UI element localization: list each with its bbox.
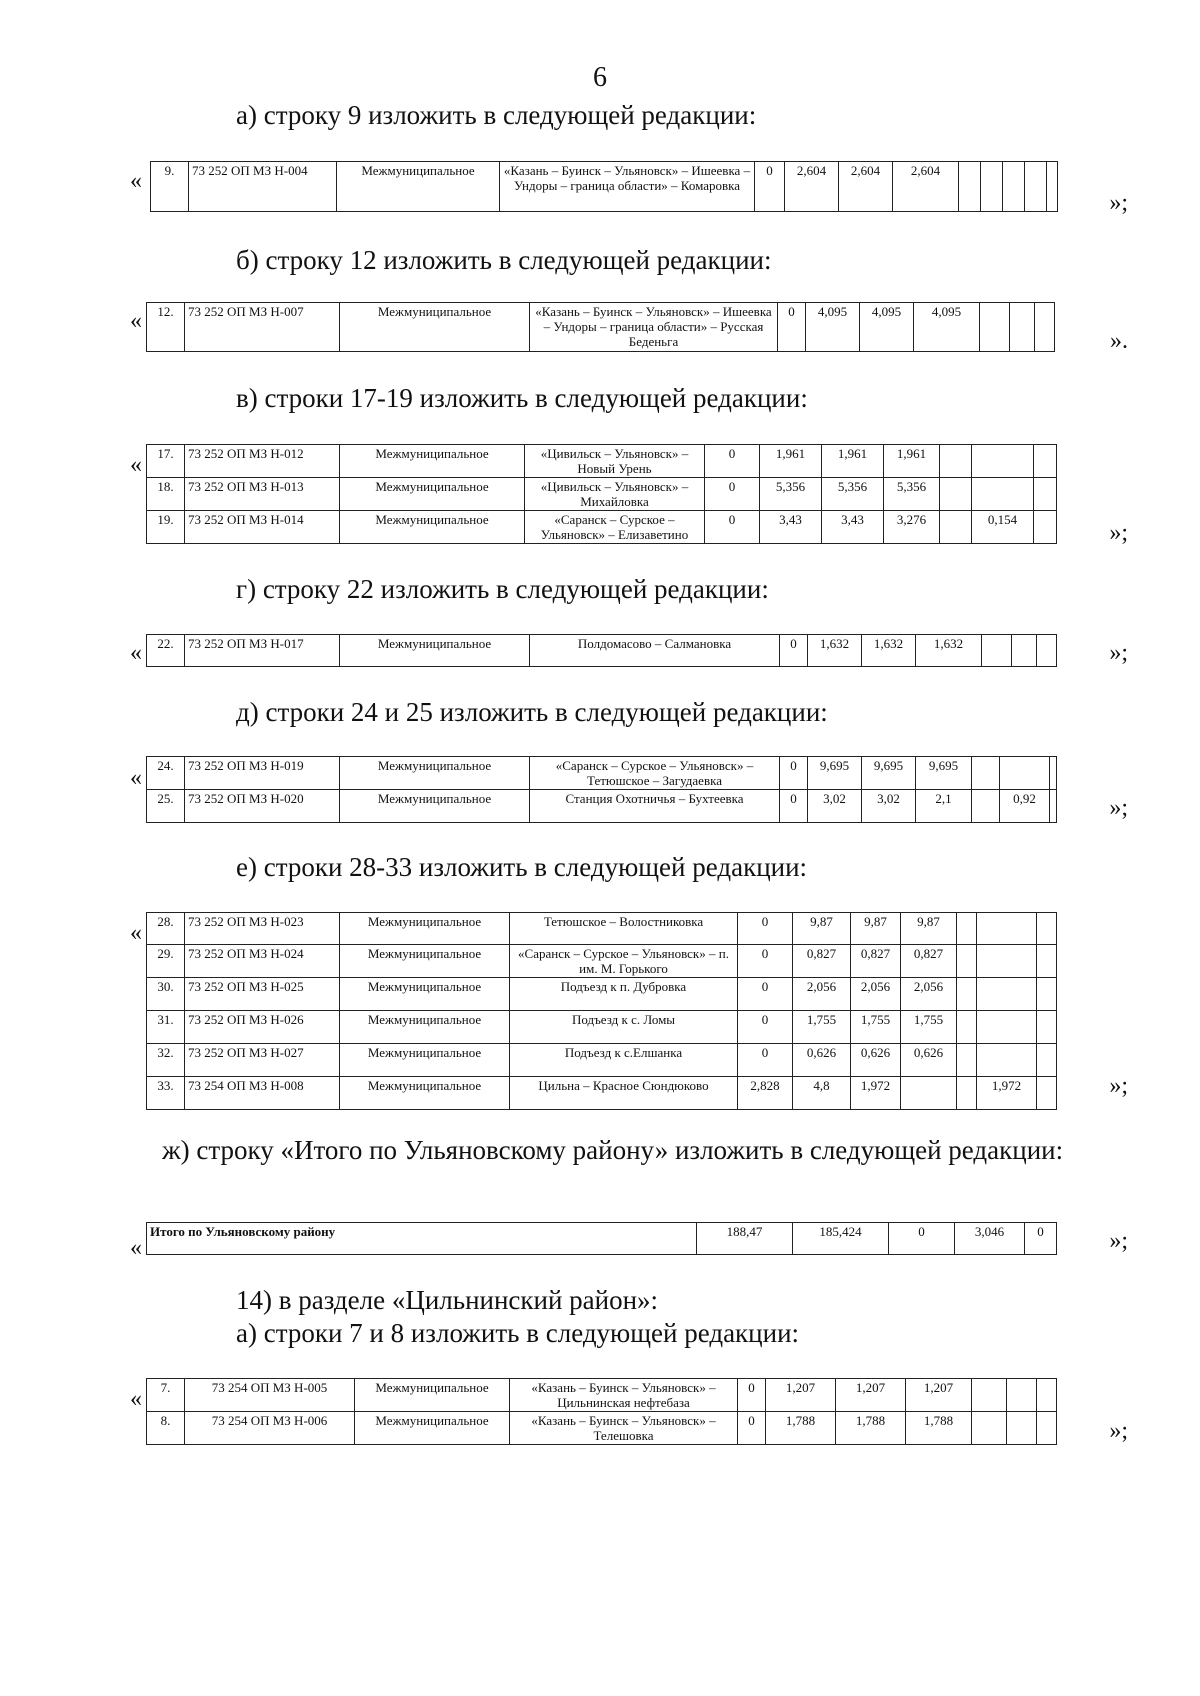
value-cell: 0: [738, 978, 793, 1011]
value-cell: 2,056: [851, 978, 901, 1011]
table-row: [147, 945, 1057, 978]
close-quote: »;: [1109, 1228, 1128, 1254]
table-d: [146, 756, 1057, 823]
value-cell: 3,276: [884, 511, 940, 544]
table-b: [146, 302, 1055, 352]
table-row: [147, 1379, 1057, 1412]
value-cell: 0,92: [1000, 790, 1050, 823]
open-quote: «: [130, 452, 142, 478]
value-cell: 0: [889, 1223, 955, 1255]
value-cell: [1037, 1044, 1057, 1077]
value-cell: [982, 635, 1012, 667]
road-code: 73 252 ОП МЗ Н-024: [185, 945, 340, 978]
heading-14: 14) в разделе «Цильнинский район»:: [236, 1285, 659, 1315]
value-cell: 1,207: [836, 1379, 906, 1412]
value-cell: [1034, 511, 1057, 544]
value-cell: [972, 445, 1034, 478]
table-row: [147, 1077, 1057, 1110]
value-cell: 0,626: [793, 1044, 851, 1077]
table-a: [150, 161, 1058, 212]
value-cell: [972, 1379, 1007, 1412]
value-cell: 1,972: [851, 1077, 901, 1110]
road-name: «Цивильск – Ульяновск» – Новый Урень: [525, 445, 705, 478]
value-cell: [1007, 1379, 1037, 1412]
close-quote: »;: [1109, 1418, 1128, 1444]
table-row: [147, 511, 1057, 544]
value-cell: 4,095: [806, 303, 860, 352]
value-cell: 0,154: [972, 511, 1034, 544]
value-cell: [1010, 303, 1035, 352]
value-cell: [1037, 945, 1057, 978]
road-code: 73 252 ОП МЗ Н-012: [185, 445, 340, 478]
road-name: Тетюшское – Волостниковка: [510, 913, 738, 945]
value-cell: 0: [738, 945, 793, 978]
open-quote: «: [130, 640, 142, 666]
road-code: 73 252 ОП МЗ Н-026: [185, 1011, 340, 1044]
value-cell: 1,961: [760, 445, 822, 478]
row-number: 22.: [147, 635, 185, 667]
table-g: [146, 634, 1057, 667]
open-quote: «: [130, 920, 142, 946]
road-code: 73 252 ОП МЗ Н-014: [185, 511, 340, 544]
row-number: 30.: [147, 978, 185, 1011]
value-cell: 4,8: [793, 1077, 851, 1110]
road-type: Межмуниципальное: [340, 757, 530, 790]
total-label: Итого по Ульяновскому району: [147, 1223, 697, 1255]
road-type: Межмуниципальное: [340, 478, 525, 511]
value-cell: [1025, 162, 1047, 212]
value-cell: 0: [738, 913, 793, 945]
value-cell: 0: [778, 303, 806, 352]
road-type: Межмуниципальное: [340, 913, 510, 945]
value-cell: 185,424: [793, 1223, 889, 1255]
road-type: Межмуниципальное: [340, 1077, 510, 1110]
row-number: 19.: [147, 511, 185, 544]
road-code: 73 254 ОП МЗ Н-005: [185, 1379, 355, 1412]
value-cell: 9,87: [901, 913, 957, 945]
table-row: [147, 635, 1057, 667]
value-cell: 2,056: [901, 978, 957, 1011]
heading-e: е) строки 28-33 изложить в следующей редакции:: [236, 852, 808, 882]
heading-zh: ж) строку «Итого по Ульяновскому району» изложить в следующей редакции:: [162, 1135, 1064, 1165]
value-cell: 0: [738, 1044, 793, 1077]
row-number: 31.: [147, 1011, 185, 1044]
value-cell: [981, 162, 1003, 212]
heading-a: а) строку 9 изложить в следующей редакции:: [236, 100, 757, 130]
value-cell: 2,604: [893, 162, 959, 212]
row-number: 7.: [147, 1379, 185, 1412]
road-code: 73 254 ОП МЗ Н-006: [185, 1412, 355, 1445]
row-number: 32.: [147, 1044, 185, 1077]
row-number: 8.: [147, 1412, 185, 1445]
open-quote: «: [130, 765, 142, 791]
road-code: 73 252 ОП МЗ Н-019: [185, 757, 340, 790]
value-cell: [1037, 1077, 1057, 1110]
row-number: 9.: [151, 162, 189, 212]
road-name: Полдомасово – Салмановка: [530, 635, 780, 667]
value-cell: [1003, 162, 1025, 212]
table-row: [147, 1412, 1057, 1445]
value-cell: 3,02: [862, 790, 916, 823]
value-cell: 0,626: [851, 1044, 901, 1077]
value-cell: [957, 913, 977, 945]
close-quote: »;: [1109, 795, 1128, 821]
value-cell: 0: [780, 757, 808, 790]
value-cell: 0: [705, 445, 760, 478]
value-cell: [1037, 1011, 1057, 1044]
value-cell: [1037, 635, 1057, 667]
road-code: 73 252 ОП МЗ Н-013: [185, 478, 340, 511]
value-cell: 4,095: [914, 303, 980, 352]
value-cell: 5,356: [760, 478, 822, 511]
value-cell: 0,827: [851, 945, 901, 978]
road-name: «Саранск – Сурское – Ульяновск» – Елизаветино: [525, 511, 705, 544]
road-name: «Казань – Буинск – Ульяновск» – Телешовка: [510, 1412, 738, 1445]
value-cell: 1,632: [916, 635, 982, 667]
value-cell: 1,632: [808, 635, 862, 667]
value-cell: [972, 757, 1000, 790]
row-number: 18.: [147, 478, 185, 511]
value-cell: 9,695: [916, 757, 972, 790]
row-number: 12.: [147, 303, 185, 352]
value-cell: 0: [738, 1379, 766, 1412]
value-cell: [957, 1044, 977, 1077]
value-cell: 3,046: [955, 1223, 1025, 1255]
value-cell: [972, 1412, 1007, 1445]
value-cell: 2,056: [793, 978, 851, 1011]
value-cell: [940, 445, 972, 478]
close-quote: »;: [1109, 190, 1128, 216]
value-cell: [1012, 635, 1037, 667]
value-cell: 5,356: [884, 478, 940, 511]
open-quote: «: [130, 168, 142, 194]
table-total: [146, 1222, 1057, 1255]
value-cell: 1,755: [851, 1011, 901, 1044]
road-name: Подъезд к п. Дубровка: [510, 978, 738, 1011]
value-cell: 0: [738, 1412, 766, 1445]
value-cell: 188,47: [697, 1223, 793, 1255]
road-name: Подъезд к с.Елшанка: [510, 1044, 738, 1077]
row-number: 24.: [147, 757, 185, 790]
road-type: Межмуниципальное: [355, 1379, 510, 1412]
value-cell: [959, 162, 981, 212]
value-cell: [957, 978, 977, 1011]
value-cell: [1034, 445, 1057, 478]
road-type: Межмуниципальное: [340, 1011, 510, 1044]
value-cell: [957, 1077, 977, 1110]
value-cell: [972, 790, 1000, 823]
value-cell: 1,961: [822, 445, 884, 478]
value-cell: [940, 511, 972, 544]
table-row: [147, 1223, 1057, 1255]
table-row: [147, 1044, 1057, 1077]
value-cell: [940, 478, 972, 511]
road-code: 73 252 ОП МЗ Н-023: [185, 913, 340, 945]
value-cell: [1035, 303, 1055, 352]
road-name: Станция Охотничья – Бухтеевка: [530, 790, 780, 823]
table-v: [146, 444, 1057, 544]
road-name: «Казань – Буинск – Ульяновск» – Ишеевка – Ундоры – граница области» – Комаровка: [500, 162, 755, 212]
value-cell: 1,961: [884, 445, 940, 478]
table-row: [147, 757, 1057, 790]
value-cell: 1,755: [901, 1011, 957, 1044]
page-number: 6: [593, 62, 607, 93]
road-type: Межмуниципальное: [340, 945, 510, 978]
value-cell: 0,626: [901, 1044, 957, 1077]
table-row: [147, 445, 1057, 478]
value-cell: 9,87: [851, 913, 901, 945]
road-type: Межмуниципальное: [340, 1044, 510, 1077]
road-name: Цильна – Красное Сюндюково: [510, 1077, 738, 1110]
road-name: «Казань – Буинск – Ульяновск» – Цильнинская нефтебаза: [510, 1379, 738, 1412]
value-cell: 0,827: [901, 945, 957, 978]
value-cell: 5,356: [822, 478, 884, 511]
table-row: [147, 478, 1057, 511]
road-type: Межмуниципальное: [340, 635, 530, 667]
road-type: Межмуниципальное: [340, 445, 525, 478]
road-code: 73 252 ОП МЗ Н-017: [185, 635, 340, 667]
value-cell: 0: [780, 635, 808, 667]
value-cell: 3,43: [760, 511, 822, 544]
row-number: 29.: [147, 945, 185, 978]
value-cell: 1,207: [766, 1379, 836, 1412]
heading-g: г) строку 22 изложить в следующей редакции:: [236, 574, 769, 604]
heading-d: д) строки 24 и 25 изложить в следующей редакции:: [236, 697, 828, 727]
open-quote: «: [130, 308, 142, 334]
value-cell: [1037, 913, 1057, 945]
table-row: [147, 790, 1057, 823]
value-cell: [1037, 1379, 1057, 1412]
value-cell: 1,972: [977, 1077, 1037, 1110]
table-row: [147, 913, 1057, 945]
value-cell: 0: [705, 478, 760, 511]
open-quote: «: [130, 1235, 142, 1261]
road-code: 73 252 ОП МЗ Н-025: [185, 978, 340, 1011]
value-cell: 0,827: [793, 945, 851, 978]
road-code: 73 252 ОП МЗ Н-027: [185, 1044, 340, 1077]
road-type: Межмуниципальное: [340, 978, 510, 1011]
close-quote: »;: [1109, 1073, 1128, 1099]
value-cell: 9,87: [793, 913, 851, 945]
value-cell: [957, 945, 977, 978]
value-cell: 0: [1025, 1223, 1057, 1255]
value-cell: [1050, 757, 1057, 790]
value-cell: 2,604: [785, 162, 839, 212]
heading-b: б) строку 12 изложить в следующей редакции:: [236, 245, 772, 275]
road-name: «Саранск – Сурское – Ульяновск» – Тетюшское – Загудаевка: [530, 757, 780, 790]
value-cell: [972, 478, 1034, 511]
value-cell: 9,695: [808, 757, 862, 790]
road-type: Межмуниципальное: [355, 1412, 510, 1445]
value-cell: [1050, 790, 1057, 823]
value-cell: 1,632: [862, 635, 916, 667]
value-cell: 0: [738, 1011, 793, 1044]
value-cell: [977, 978, 1037, 1011]
road-type: Межмуниципальное: [340, 790, 530, 823]
value-cell: 0: [780, 790, 808, 823]
table-14: [146, 1378, 1057, 1445]
row-number: 25.: [147, 790, 185, 823]
road-name: Подъезд к с. Ломы: [510, 1011, 738, 1044]
row-number: 28.: [147, 913, 185, 945]
value-cell: 0: [755, 162, 785, 212]
value-cell: [977, 913, 1037, 945]
road-name: «Цивильск – Ульяновск» – Михайловка: [525, 478, 705, 511]
value-cell: 2,1: [916, 790, 972, 823]
value-cell: [1037, 978, 1057, 1011]
value-cell: 1,207: [906, 1379, 972, 1412]
open-quote: «: [130, 1386, 142, 1412]
value-cell: [1007, 1412, 1037, 1445]
road-type: Межмуниципальное: [340, 303, 530, 352]
value-cell: 9,695: [862, 757, 916, 790]
value-cell: [980, 303, 1010, 352]
road-name: «Саранск – Сурское – Ульяновск» – п. им. М. Горького: [510, 945, 738, 978]
value-cell: 3,02: [808, 790, 862, 823]
value-cell: 3,43: [822, 511, 884, 544]
row-number: 17.: [147, 445, 185, 478]
close-quote: ».: [1110, 328, 1128, 354]
value-cell: [977, 945, 1037, 978]
road-code: 73 252 ОП МЗ Н-007: [185, 303, 340, 352]
value-cell: 2,828: [738, 1077, 793, 1110]
value-cell: [1000, 757, 1050, 790]
value-cell: 1,788: [766, 1412, 836, 1445]
value-cell: 1,788: [836, 1412, 906, 1445]
heading-v: в) строки 17-19 изложить в следующей редакции:: [236, 383, 808, 413]
road-code: 73 254 ОП МЗ Н-008: [185, 1077, 340, 1110]
value-cell: 2,604: [839, 162, 893, 212]
road-code: 73 252 ОП МЗ Н-020: [185, 790, 340, 823]
value-cell: [1037, 1412, 1057, 1445]
road-type: Межмуниципальное: [337, 162, 500, 212]
table-row: [147, 303, 1055, 352]
road-name: «Казань – Буинск – Ульяновск» – Ишеевка – Ундоры – граница области» – Русская Беденьга: [530, 303, 778, 352]
value-cell: [977, 1044, 1037, 1077]
table-row: [147, 978, 1057, 1011]
value-cell: [1047, 162, 1058, 212]
value-cell: 4,095: [860, 303, 914, 352]
value-cell: [1034, 478, 1057, 511]
value-cell: [957, 1011, 977, 1044]
value-cell: [901, 1077, 957, 1110]
row-number: 33.: [147, 1077, 185, 1110]
road-type: Межмуниципальное: [340, 511, 525, 544]
table-e: [146, 912, 1057, 1110]
table-row: [151, 162, 1058, 212]
heading-14-a: а) строки 7 и 8 изложить в следующей редакции:: [236, 1318, 800, 1348]
value-cell: 0: [705, 511, 760, 544]
value-cell: [977, 1011, 1037, 1044]
value-cell: 1,788: [906, 1412, 972, 1445]
close-quote: »;: [1109, 640, 1128, 666]
road-code: 73 252 ОП МЗ Н-004: [189, 162, 337, 212]
value-cell: 1,755: [793, 1011, 851, 1044]
table-row: [147, 1011, 1057, 1044]
close-quote: »;: [1109, 520, 1128, 546]
